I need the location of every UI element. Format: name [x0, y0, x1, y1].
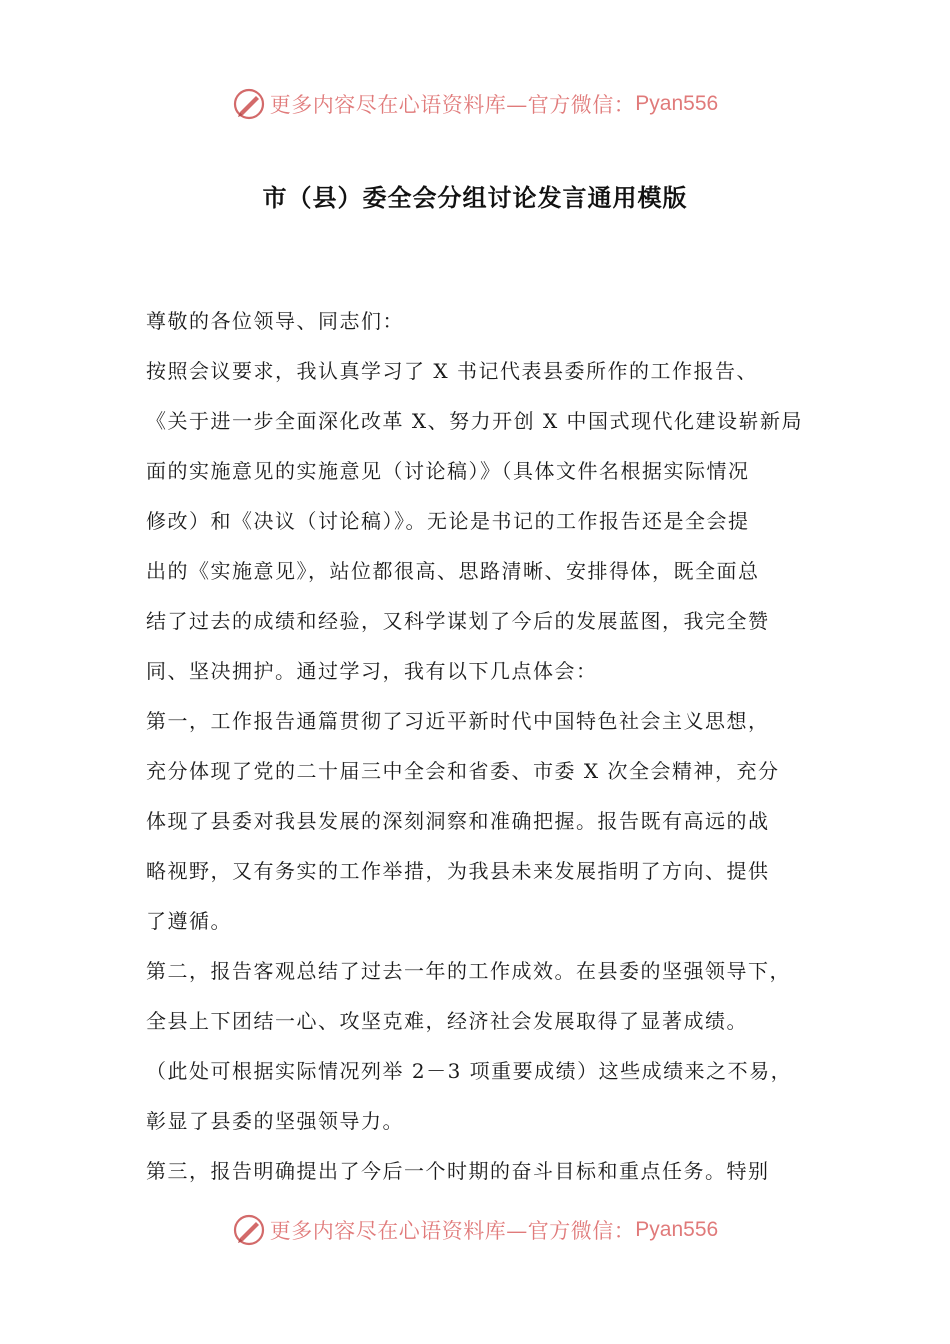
body-line: 结了过去的成绩和经验，又科学谋划了今后的发展蓝图，我完全赞 — [146, 609, 770, 633]
body-line: 面的实施意见的实施意见（讨论稿）》（具体文件名根据实际情况 — [146, 459, 750, 483]
body-line: 全县上下团结一心、攻坚克难，经济社会发展取得了显著成绩。 — [146, 1009, 748, 1033]
body-line: 第二，报告客观总结了过去一年的工作成效。在县委的坚强领导下， — [146, 959, 791, 983]
body-line: 充分体现了党的二十届三中全会和省委、市委 X 次全会精神，充分 — [146, 759, 780, 783]
body-line: 出的《实施意见》，站位都很高、思路清晰、安排得体，既全面总 — [146, 559, 760, 583]
pen-logo-icon — [232, 1213, 266, 1247]
body-line: 略视野，又有务实的工作举措，为我县未来发展指明了方向、提供 — [146, 859, 770, 883]
watermark-text: 更多内容尽在心语资料库—官方微信： — [269, 93, 636, 117]
watermark-wechat-id: Pyan556 — [635, 92, 719, 115]
body-line: 第三，报告明确提出了今后一个时期的奋斗目标和重点任务。特别 — [146, 1159, 770, 1183]
document-title: 市（县）委全会分组讨论发言通用模版 — [262, 184, 688, 212]
body-line: 《关于进一步全面深化改革 X、努力开创 X 中国式现代化建设崭新局 — [146, 409, 804, 433]
body-line: 彰显了县委的坚强领导力。 — [146, 1109, 404, 1133]
body-line: 尊敬的各位领导、同志们： — [146, 309, 404, 333]
header-watermark — [0, 84, 950, 124]
body-line: 体现了县委对我县发展的深刻洞察和准确把握。报告既有高远的战 — [146, 809, 770, 833]
body-line: 同、坚决拥护。通过学习，我有以下几点体会： — [146, 659, 598, 683]
body-line: 第一，工作报告通篇贯彻了习近平新时代中国特色社会主义思想， — [146, 709, 770, 733]
body-line: 了遵循。 — [146, 909, 232, 933]
document-body — [146, 296, 816, 1196]
body-line: （此处可根据实际情况列举 2－3 项重要成绩）这些成绩来之不易， — [146, 1059, 793, 1083]
footer-watermark — [0, 1210, 950, 1250]
watermark-wechat-id: Pyan556 — [635, 1218, 719, 1241]
watermark-text: 更多内容尽在心语资料库—官方微信： — [269, 1219, 636, 1243]
body-line: 按照会议要求，我认真学习了 X 书记代表县委所作的工作报告、 — [146, 359, 758, 383]
body-line: 修改）和《决议（讨论稿）》。无论是书记的工作报告还是全会提 — [146, 509, 750, 533]
pen-logo-icon — [232, 87, 266, 121]
